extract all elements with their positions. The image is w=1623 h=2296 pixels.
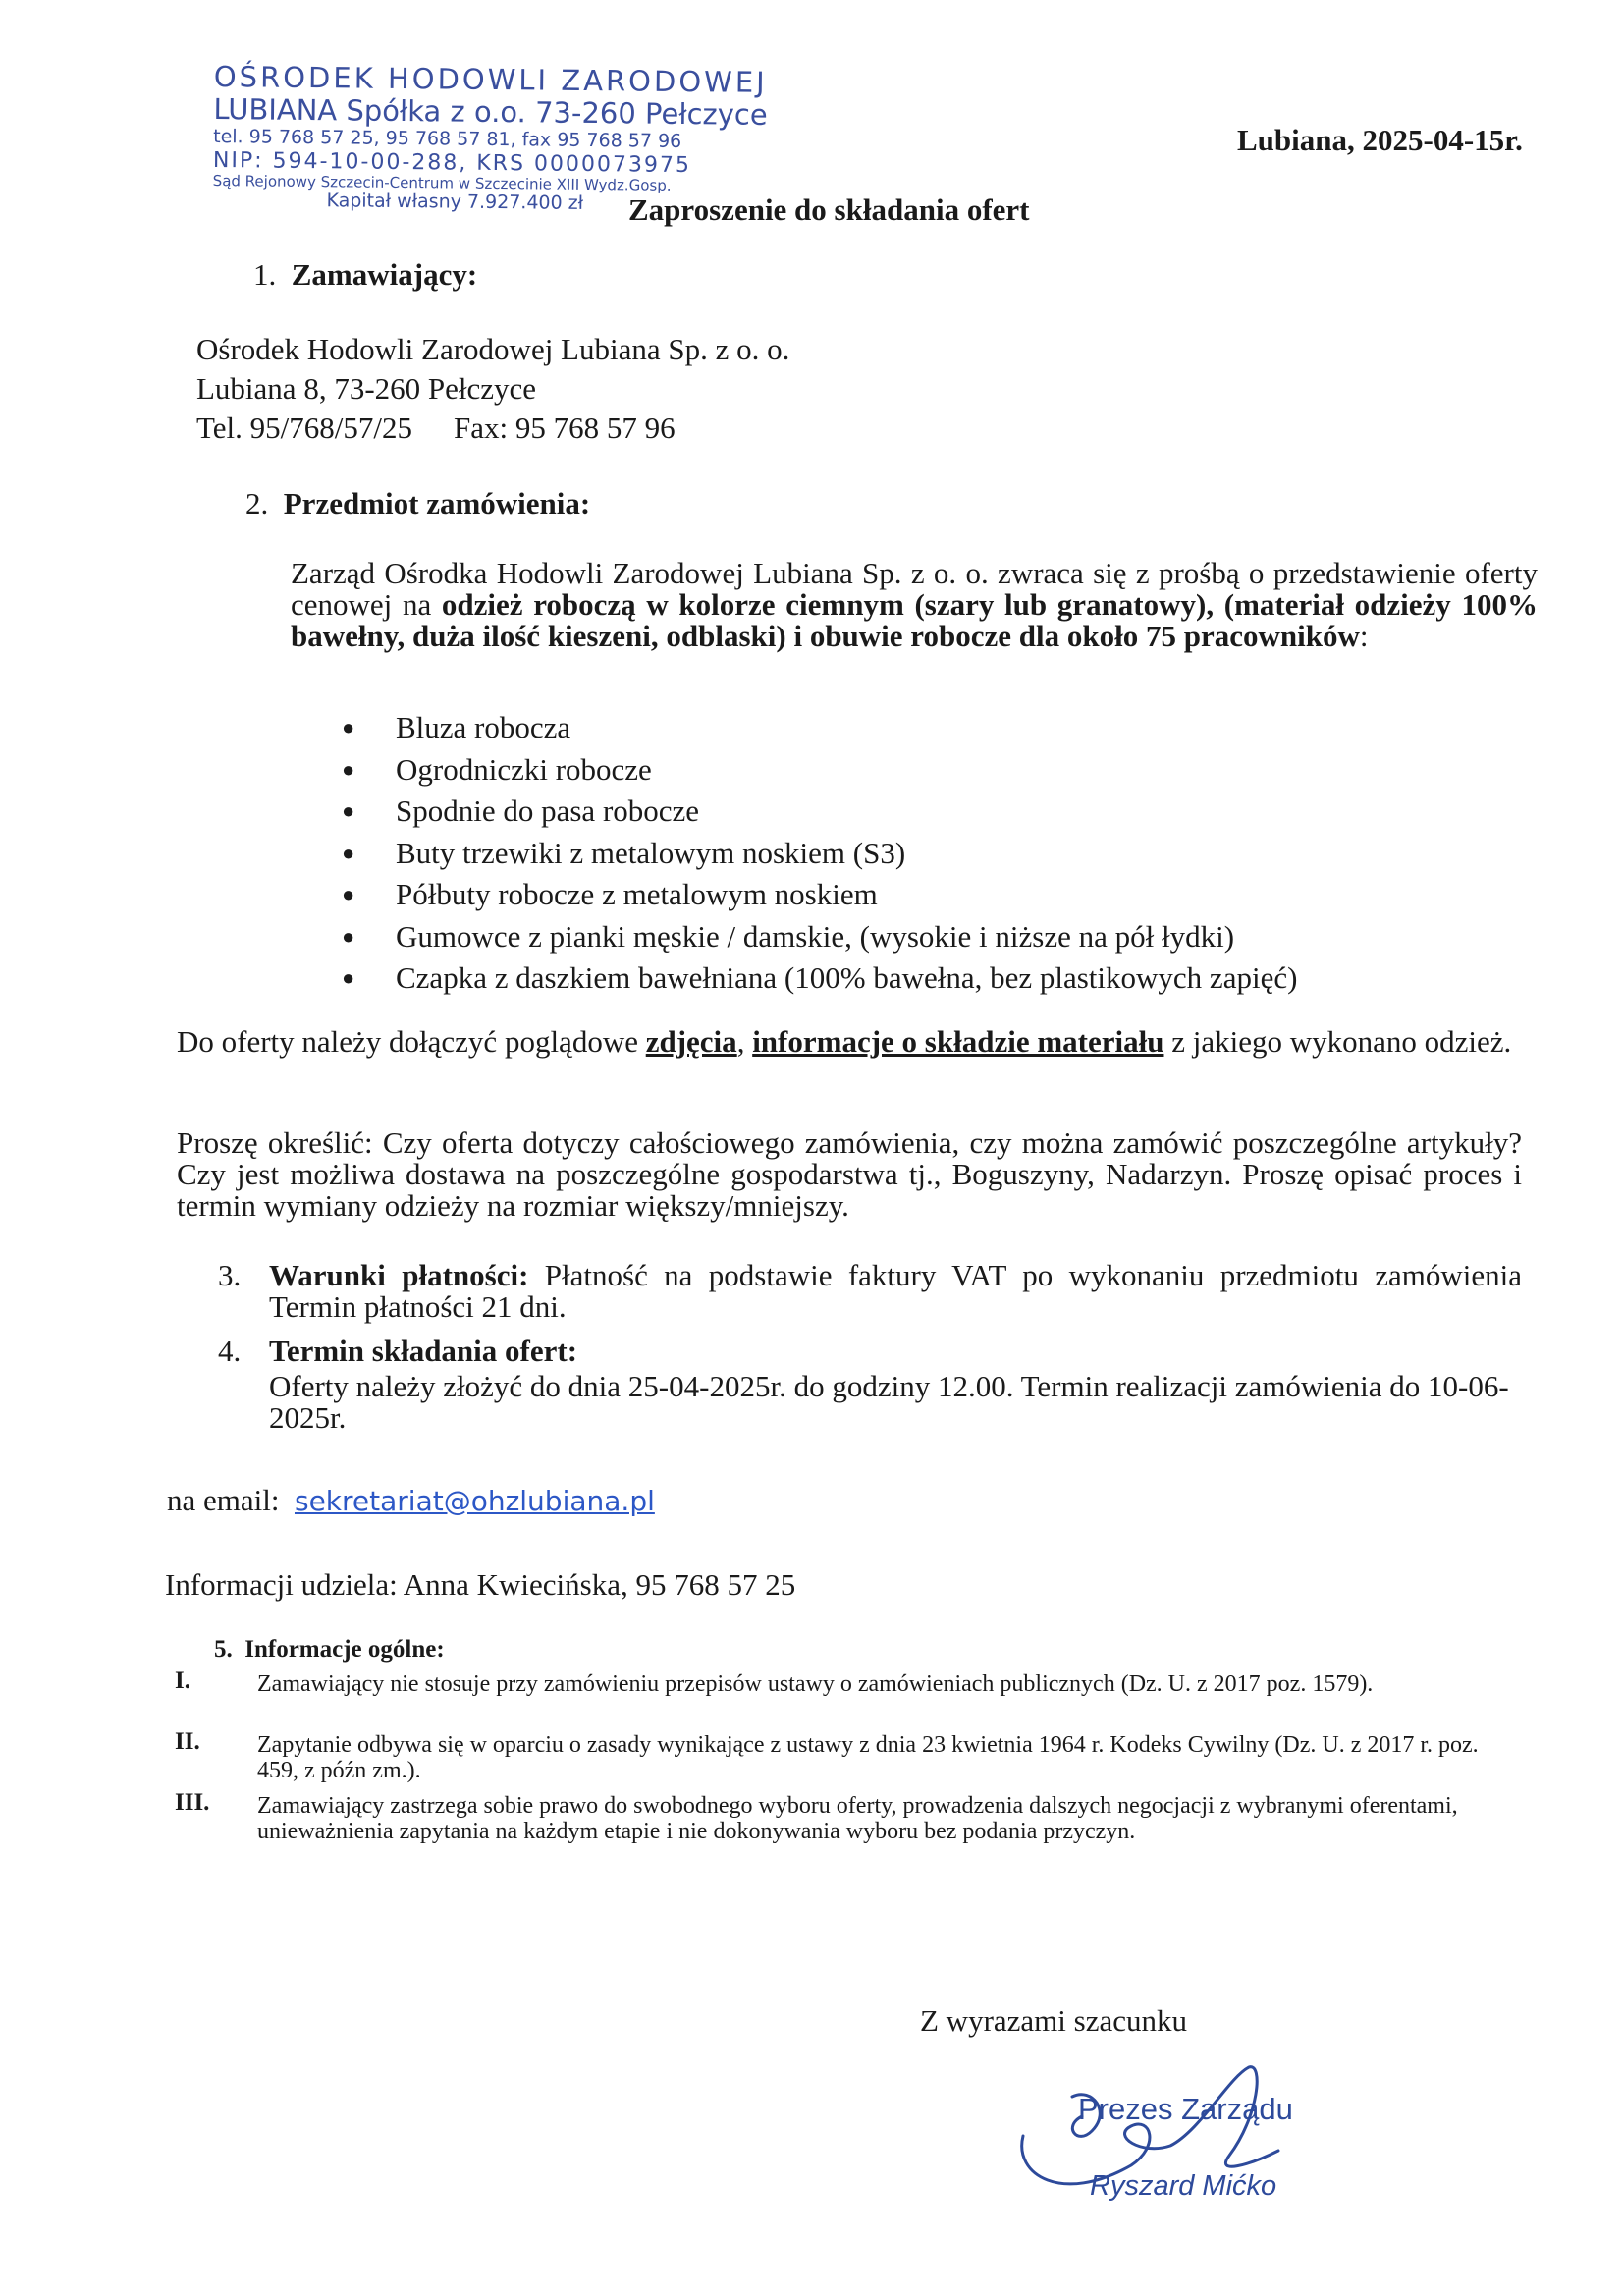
orderer-phone-fax — [196, 410, 676, 446]
section-title: Przedmiot zamówienia: — [283, 486, 591, 520]
bullet-icon: ● — [342, 965, 355, 990]
stamp-line-3: tel. 95 768 57 25, 95 768 57 81, fax 95 768 57 96 — [213, 125, 682, 152]
bullet-icon: ● — [342, 882, 355, 906]
order-description — [291, 558, 1538, 652]
section-4 — [218, 1336, 1522, 1434]
payment-terms: Płatność na podstawie faktury VAT po wykonaniu przedmiotu zamówienia Termin płatności 21 dni. — [269, 1258, 1522, 1324]
order-intro-end: : — [1359, 619, 1369, 653]
email-line — [167, 1483, 655, 1518]
email-label: na email: — [167, 1483, 280, 1517]
stamp-line-5: Sąd Rejonowy Szczecin-Centrum w Szczecinie XIII Wydz.Gosp. — [212, 171, 672, 194]
bullet-icon: ● — [342, 798, 355, 823]
list-item — [342, 874, 1422, 916]
document-date: Lubiana, 2025-04-15r. — [1237, 123, 1523, 157]
list-item — [342, 916, 1422, 958]
bullet-icon: ● — [342, 715, 355, 739]
closing-phrase: Z wyrazami szacunku — [920, 2003, 1187, 2038]
list-item-label: Buty trzewiki z metalowym noskiem (S3) — [396, 835, 906, 870]
section-title: Informacje ogólne: — [244, 1636, 445, 1663]
list-item-label: Gumowce z pianki męskie / damskie, (wysokie i niższe na pół łydki) — [396, 918, 1235, 954]
section-title: Zamawiający: — [291, 257, 478, 292]
stamp-line-4: NIP: 594-10-00-288, KRS 0000073975 — [212, 147, 692, 178]
list-item-label: Półbuty robocze z metalowym noskiem — [396, 877, 878, 911]
section-number: 5. — [214, 1636, 233, 1663]
list-item — [342, 707, 1422, 749]
section-3 — [218, 1260, 1522, 1323]
general-info-number: III. — [175, 1789, 210, 1816]
list-item — [342, 957, 1422, 1000]
offer-deadline: Oferty należy złożyć do dnia 25-04-2025r. do godziny 12.00. Termin realizacji zamówienia do 10-06-2025r. — [269, 1369, 1509, 1435]
bullet-icon: ● — [342, 840, 355, 865]
section-number: 3. — [218, 1258, 242, 1292]
signature-name: Ryszard Mićko — [1090, 2170, 1277, 2202]
attachments-note — [177, 1026, 1522, 1058]
signature-title: Prezes Zarządu — [1078, 2092, 1293, 2126]
stamp-line-6: Kapitał własny 7.927.400 zł — [326, 190, 584, 215]
email-link[interactable]: sekretariat@ohzlubiana.pl — [294, 1485, 655, 1517]
document-title: Zaproszenie do składania ofert — [628, 192, 1030, 227]
bullet-icon: ● — [342, 756, 355, 782]
orderer-fax: Fax: 95 768 57 96 — [453, 410, 676, 445]
photos-requirement: zdjęcia — [645, 1024, 737, 1059]
attachments-pre: Do oferty należy dołączyć poglądowe — [177, 1024, 646, 1059]
general-info-item: Zamawiający zastrzega sobie prawo do swobodnego wyboru oferty, prowadzenia dalszych negocjacji z wybranymi oferentami, unieważnienia zapytania na każdym etapie i nie dokonywania wyboru bez podania przyczyn. — [257, 1793, 1458, 1844]
order-intro-bold: odzież roboczą w kolorze ciemnym (szary lub granatowy), (materiał odzieży 100% bawełny, duża ilość kieszeni, odblaski) i obuwie robocze dla około 75 pracowników — [291, 587, 1538, 653]
attachments-mid: , — [736, 1024, 753, 1059]
order-intro: Zarząd Ośrodka Hodowli Zarodowej Lubiana Sp. z o. o. zwraca się z prośbą o przedstawienie oferty cenowej na — [291, 556, 1538, 622]
section-title: Termin składania ofert: — [269, 1334, 578, 1368]
general-info-item: Zapytanie odbywa się w oparciu o zasady wynikające z ustawy z dnia 23 kwietnia 1964 r. Kodeks Cywilny (Dz. U. z 2017 r. poz. 459, z późn zm.). — [257, 1732, 1479, 1783]
list-item — [342, 791, 1422, 833]
list-item — [342, 833, 1422, 875]
section-number: 4. — [218, 1334, 242, 1368]
list-item — [342, 749, 1422, 792]
stamp-line-2: LUBIANA Spółka z o.o. 73-260 Pełczyce — [213, 92, 768, 133]
section-5-heading — [214, 1636, 445, 1664]
orderer-address: Lubiana 8, 73-260 Pełczyce — [196, 371, 537, 406]
questions-paragraph: Proszę określić: Czy oferta dotyczy całościowego zamówienia, czy można zamówić poszczególne artykuły? Czy jest możliwa dostawa na poszczególne gospodarstwa tj., Boguszyny, Nadarzyn. Proszę opisać proces i termin wymiany odzieży na rozmiar większy/mniejszy. — [177, 1125, 1522, 1223]
section-number: 1. — [253, 257, 277, 292]
list-item-label: Ogrodniczki robocze — [396, 751, 652, 787]
section-2-heading — [245, 486, 590, 521]
general-info-number: I. — [175, 1667, 190, 1694]
general-info-number: II. — [175, 1728, 200, 1755]
list-item-label: Czapka z daszkiem bawełniana (100% bawełna, bez plastikowych zapięć) — [396, 960, 1298, 995]
contact-person: Informacji udziela: Anna Kwiecińska, 95 768 57 25 — [165, 1567, 796, 1602]
order-items-list — [342, 707, 1422, 1000]
orderer-name: Ośrodek Hodowli Zarodowej Lubiana Sp. z o. o. — [196, 332, 790, 366]
orderer-phone: Tel. 95/768/57/25 — [196, 410, 412, 445]
material-info-requirement: informacje o składzie materiału — [752, 1024, 1164, 1059]
section-number: 2. — [245, 486, 269, 520]
general-info-item: Zamawiający nie stosuje przy zamówieniu przepisów ustawy o zamówieniach publicznych (Dz. U. z 2017 poz. 1579). — [257, 1671, 1374, 1697]
section-title: Warunki płatności: — [269, 1258, 529, 1292]
list-item-label: Bluza robocza — [396, 710, 571, 744]
stamp-line-1: OŚRODEK HODOWLI ZARODOWEJ — [213, 60, 768, 99]
list-item-label: Spodnie do pasa robocze — [396, 793, 700, 828]
attachments-post: z jakiego wykonano odzież. — [1163, 1024, 1512, 1059]
bullet-icon: ● — [342, 923, 355, 949]
section-1-heading — [253, 257, 477, 293]
